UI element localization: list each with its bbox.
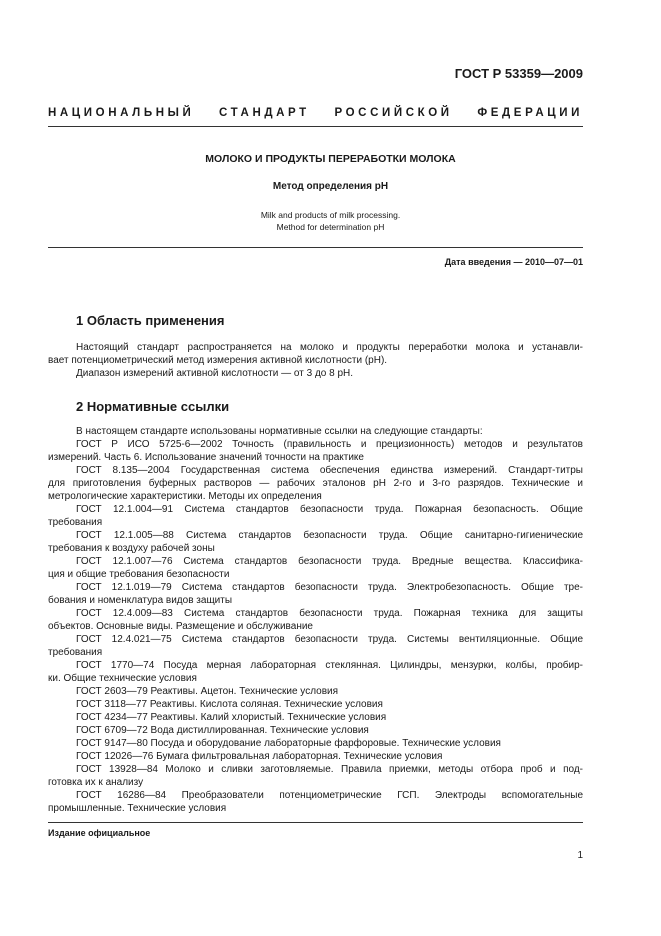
section-heading: 1 Область применения (76, 313, 225, 328)
document-subtitle: Метод определения рН (272, 181, 389, 192)
text-line: бования и номенклатура видов защиты (48, 595, 233, 606)
date-divider (48, 247, 583, 248)
section-heading: 2 Нормативные ссылки (76, 399, 230, 414)
text-line: ГОСТ 12.1.019—79 Система стандартов безопасности труда. Электробезопасность. Общие тре- (76, 582, 583, 593)
standard-banner (48, 107, 583, 119)
text-line: ГОСТ 12026—76 Бумага фильтровальная лабораторная. Технические условия (76, 751, 443, 762)
text-line: ГОСТ 12.1.007—76 Система стандартов безопасности труда. Вредные вещества. Классифика- (76, 556, 583, 567)
banner-word: СТАНДАРТ (219, 107, 310, 119)
banner-divider (48, 126, 583, 127)
text-line: ки. Общие технические условия (48, 673, 197, 684)
text-line: ГОСТ 6709—72 Вода дистиллированная. Технические условия (76, 725, 369, 736)
text-line: Настоящий стандарт распространяется на молоко и продукты переработки молока и устанавли- (76, 342, 583, 353)
gost-number: ГОСТ Р 53359—2009 (454, 66, 583, 81)
document-title: МОЛОКО И ПРОДУКТЫ ПЕРЕРАБОТКИ МОЛОКА (205, 153, 456, 165)
banner-word: РОССИЙСКОЙ (334, 107, 453, 119)
english-title-line: Method for determination pH (276, 222, 385, 232)
footer-divider (48, 822, 583, 823)
text-line: измерений. Часть 6. Использование значений точности на практике (48, 452, 364, 463)
text-line: ГОСТ 16286—84 Преобразователи потенциометрические ГСП. Электроды вспомогательные (76, 790, 583, 801)
text-line: В настоящем стандарте использованы нормативные ссылки на следующие стандарты: (76, 426, 483, 437)
text-line: ГОСТ 12.1.005—88 Система стандартов безопасности труда. Общие санитарно-гигиенические (76, 530, 583, 541)
text-line: ция и общие требования безопасности (48, 569, 230, 580)
text-line: ГОСТ 12.4.021—75 Система стандартов безопасности труда. Системы вентиляционные. Общие (76, 634, 583, 645)
text-line: ГОСТ 13928—84 Молоко и сливки заготовляемые. Правила приемки, методы отбора проб и под- (76, 764, 583, 775)
text-line: Диапазон измерений активной кислотности — от 3 до 8 рН. (76, 368, 354, 379)
official-edition-label: Издание официальное (48, 828, 151, 838)
text-line: требования к воздуху рабочей зоны (48, 543, 215, 554)
text-line: вает потенциометрический метод измерения активной кислотности (рН). (48, 355, 388, 366)
text-line: ГОСТ 8.135—2004 Государственная система обеспечения единства измерений. Стандарт-титры (76, 465, 583, 476)
text-line: для приготовления буферных растворов — рабочих эталонов рН 2-го и 3-го разрядов. Технические и (48, 478, 583, 489)
page-number: 1 (577, 850, 583, 861)
english-title-line: Milk and products of milk processing. (260, 210, 401, 220)
text-line: ГОСТ 12.4.009—83 Система стандартов безопасности труда. Пожарная техника для защиты (76, 608, 583, 619)
text-line: ГОСТ 2603—79 Реактивы. Ацетон. Технические условия (76, 686, 339, 697)
text-line: требования (48, 647, 103, 658)
text-line: требования (48, 517, 103, 528)
text-line: готовка их к анализу (48, 777, 144, 788)
text-line: метрологические характеристики. Методы их определения (48, 491, 322, 502)
intro-date: Дата введения — 2010—07—01 (444, 257, 583, 267)
banner-word: ФЕДЕРАЦИИ (477, 107, 583, 119)
text-line: промышленные. Технические условия (48, 803, 227, 814)
text-line: ГОСТ 4234—77 Реактивы. Калий хлористый. Технические условия (76, 712, 387, 723)
text-line: объектов. Основные виды. Размещение и обслуживание (48, 621, 313, 632)
text-line: ГОСТ 12.1.004—91 Система стандартов безопасности труда. Пожарная безопасность. Общие (76, 504, 583, 515)
text-line: ГОСТ 9147—80 Посуда и оборудование лабораторные фарфоровые. Технические условия (76, 738, 501, 749)
text-line: ГОСТ Р ИСО 5725-6—2002 Точность (правильность и прецизионность) методов и результатов (76, 439, 583, 450)
banner-word: НАЦИОНАЛЬНЫЙ (48, 107, 195, 119)
text-line: ГОСТ 1770—74 Посуда мерная лабораторная стеклянная. Цилиндры, мензурки, колбы, пробир- (76, 660, 583, 671)
text-line: ГОСТ 3118—77 Реактивы. Кислота соляная. Технические условия (76, 699, 383, 710)
